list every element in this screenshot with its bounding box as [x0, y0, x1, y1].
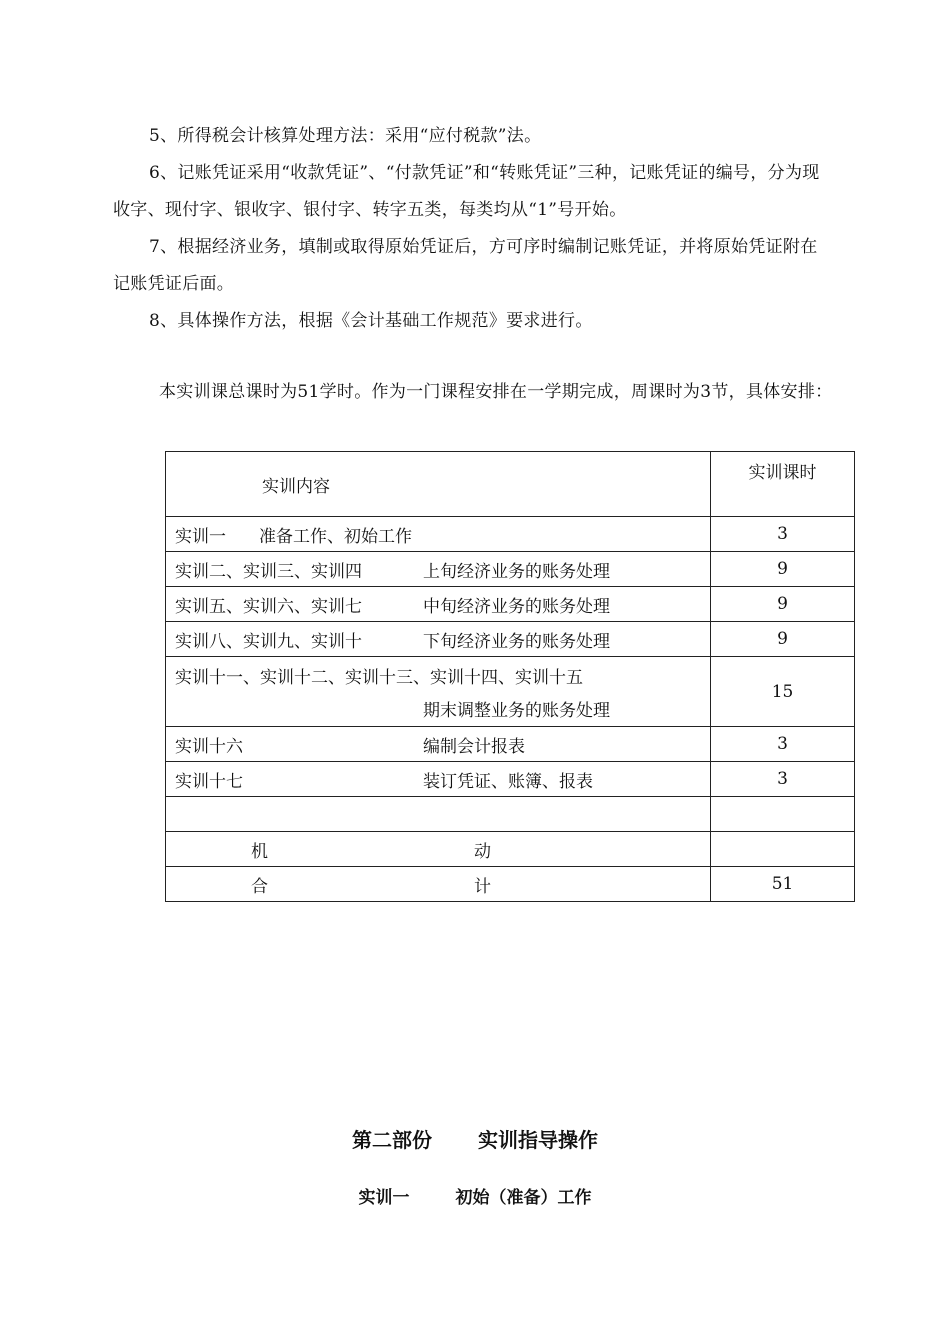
row-desc: 编制会计报表: [423, 736, 525, 757]
row-content-cell: [166, 727, 711, 762]
total-label-right: 计: [474, 876, 491, 897]
row-desc: 中旬经济业务的账务处理: [423, 596, 610, 617]
row-hours-cell: 9: [711, 587, 855, 622]
schedule-intro-paragraph: 本实训课总课时为51学时。作为一门课程安排在一学期完成，周课时为3节，具体安排：: [159, 382, 833, 402]
empty-content-cell: [166, 797, 711, 832]
row-content-cell: [166, 622, 711, 657]
table-row: [166, 657, 855, 727]
part-heading: [0, 1124, 950, 1153]
total-label-left: 合: [251, 876, 268, 897]
row-content-cell: [166, 587, 711, 622]
row-code: 实训八、实训九、实训十: [175, 631, 362, 652]
table-row: [166, 762, 855, 797]
row-code: 实训二、实训三、实训四: [175, 561, 362, 582]
table-header-row: [166, 452, 855, 517]
paragraph-item-7: 7、根据经济业务，填制或取得原始凭证后，方可序时编制记账凭证，并将原始凭证附在记账凭证后面。: [113, 237, 818, 294]
table-row: [166, 587, 855, 622]
row-desc: 准备工作、初始工作: [259, 526, 412, 547]
table-row: [166, 622, 855, 657]
row-desc: 下旬经济业务的账务处理: [423, 631, 610, 652]
flex-row: [166, 832, 855, 867]
part-heading-name: 实训指导操作: [478, 1128, 598, 1152]
row-hours-cell: 3: [711, 727, 855, 762]
schedule-table: [165, 451, 855, 902]
part-heading-number: 第二部份: [352, 1128, 432, 1152]
flex-label-left: 机: [251, 841, 268, 862]
table-row: [166, 517, 855, 552]
row-hours-cell: 3: [711, 762, 855, 797]
table-row: [166, 727, 855, 762]
row-content-cell: [166, 517, 711, 552]
paragraph-item-8: 8、具体操作方法，根据《会计基础工作规范》要求进行。: [149, 311, 593, 331]
total-content-cell: [166, 867, 711, 902]
paragraph-item-6: 6、记账凭证采用“收款凭证”、“付款凭证”和“转账凭证”三种，记账凭证的编号，分为现收字、现付字、银收字、银付字、转字五类，每类均从“1”号开始。: [113, 163, 820, 220]
flex-label-right: 动: [474, 841, 491, 862]
row-code: 实训十七: [175, 771, 243, 792]
empty-hours-cell: [711, 797, 855, 832]
paragraph-item-5: 5、所得税会计核算处理方法：采用“应付税款”法。: [149, 126, 542, 146]
flex-content-cell: [166, 832, 711, 867]
row-hours-cell: 9: [711, 622, 855, 657]
total-hours-cell: 51: [711, 867, 855, 902]
total-row: [166, 867, 855, 902]
training-heading-name: 初始（准备）工作: [455, 1188, 592, 1208]
row-desc: 期末调整业务的账务处理: [423, 700, 610, 721]
header-hours-cell: 实训课时: [711, 452, 855, 517]
row-code: 实训十六: [175, 736, 243, 757]
row-content-cell: [166, 762, 711, 797]
flex-hours-cell: [711, 832, 855, 867]
row-desc: 装订凭证、账簿、报表: [423, 771, 593, 792]
table-row: [166, 552, 855, 587]
row-desc: 上旬经济业务的账务处理: [423, 561, 610, 582]
training-heading: [0, 1183, 950, 1208]
header-content-cell: 实训内容: [166, 452, 711, 517]
row-content-cell: [166, 657, 711, 727]
row-hours-cell: 15: [711, 657, 855, 727]
row-hours-cell: 9: [711, 552, 855, 587]
row-hours-cell: 3: [711, 517, 855, 552]
row-code: 实训五、实训六、实训七: [175, 596, 362, 617]
row-code: 实训十一、实训十二、实训十三、实训十四、实训十五: [175, 667, 583, 688]
empty-row: [166, 797, 855, 832]
training-heading-number: 实训一: [358, 1188, 410, 1208]
row-content-cell: [166, 552, 711, 587]
row-code: 实训一: [175, 526, 226, 547]
